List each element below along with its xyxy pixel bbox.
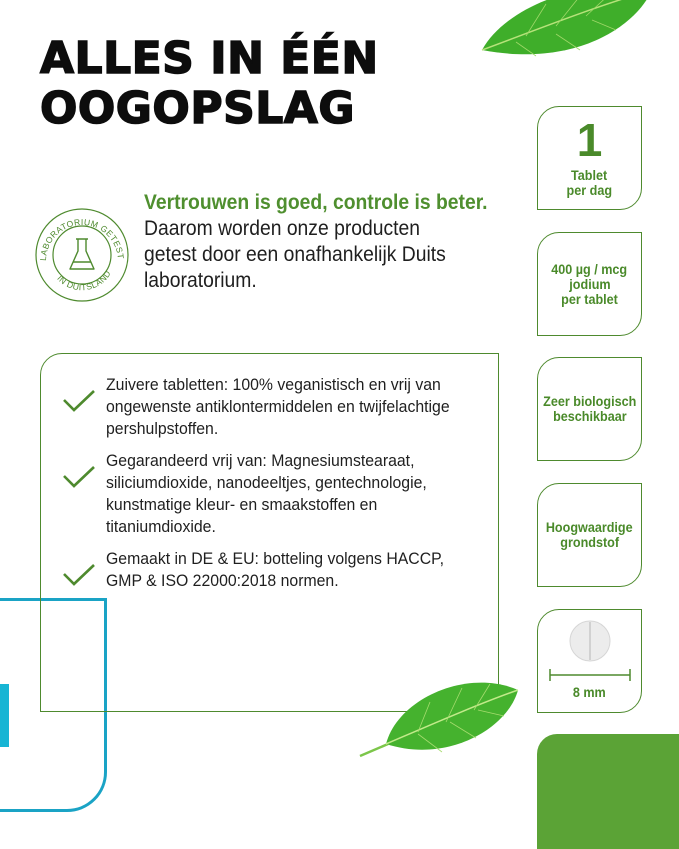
leaf-decoration-top	[476, 0, 656, 62]
green-panel	[537, 734, 679, 849]
headline-line-2: OOGOPSLAG	[40, 83, 355, 134]
check-icon	[62, 388, 96, 412]
badge-tablets-per-day: 1 Tablet per dag	[537, 106, 642, 210]
headline	[40, 34, 379, 134]
ruler-icon	[549, 669, 631, 681]
leaf-decoration-bottom	[358, 668, 520, 758]
trust-lead: Vertrouwen is goed, controle is beter.	[144, 191, 488, 214]
trust-body: Daarom worden onze producten getest door een onafhankelijk Duits laboratorium.	[144, 217, 446, 292]
badge-tablet-size: 8 mm	[537, 609, 642, 713]
check-icon	[62, 562, 96, 586]
feature-item: Gemaakt in DE & EU: botteling volgens HACCP, GMP & ISO 22000:2018 normen.	[62, 548, 482, 592]
badge-bioavailable: Zeer biologisch beschikbaar	[537, 357, 642, 461]
lab-tested-seal-icon	[32, 205, 132, 305]
feature-item: Gegarandeerd vrij van: Magnesiumstearaat, siliciumdioxide, nanodeeltjes, gentechnologie, kunstmatige kleur- en smaakstoffen en titaniumdioxide.	[62, 450, 482, 538]
seal-top-text: LABORATORIUM GETEST	[37, 216, 127, 262]
trust-statement	[144, 190, 514, 294]
headline-line-1: ALLES IN ÉÉN	[40, 33, 379, 84]
flask-icon	[70, 239, 94, 269]
check-icon	[62, 464, 96, 488]
badge-high-quality: Hoogwaardige grondstof	[537, 483, 642, 587]
feature-list	[62, 374, 482, 602]
svg-text:IN DUITSLAND	[55, 268, 113, 292]
tablet-icon	[568, 619, 612, 663]
badge-iodine-dose: 400 µg / mcg jodium per tablet	[537, 232, 642, 336]
seal-bottom-text: IN DUITSLAND	[55, 268, 113, 293]
cyan-decorative-bar	[0, 684, 9, 747]
feature-item: Zuivere tabletten: 100% veganistisch en vrij van ongewenste antiklontermiddelen en twijfelachtige pershulpstoffen.	[62, 374, 482, 440]
